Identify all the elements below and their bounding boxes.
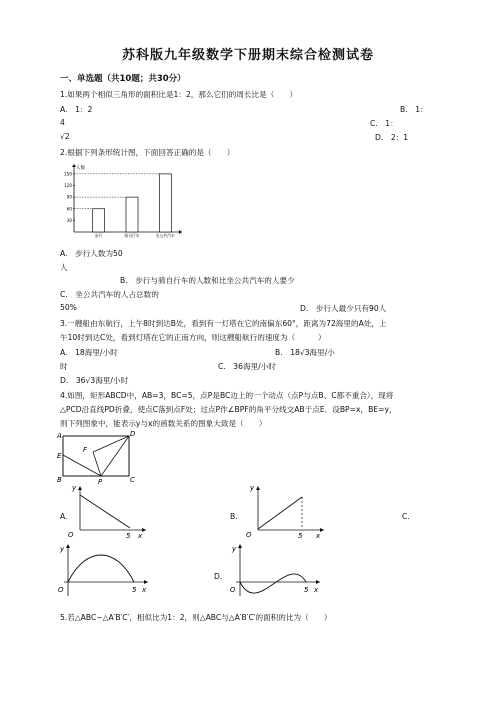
rectangle-figure [56,430,140,484]
bar-chart [58,162,186,244]
graph-d-o: O [230,586,236,594]
graph-b [244,482,328,540]
label-c: C [130,476,135,484]
label-d: D [130,430,136,438]
q4-option-d: D. [214,572,223,581]
q3-option-b-tail: 时 [60,362,68,371]
y-tick-label: 60 [66,206,72,212]
q4-stem-line2: △PCD沿直线PD折叠，使点C落到点F处；过点P作∠BPF的角平分线交AB于点E．设BP=x，BE=y， [60,405,397,414]
graph-d [228,542,324,600]
graph-b-y: y [250,484,255,492]
graph-a-o: O [68,531,74,539]
graph-b-x: x [316,532,321,540]
q4-option-c: C. [402,512,410,521]
graph-c-y: y [60,545,65,553]
q2-option-c: C. 坐公共汽车的人占总数的 [60,290,159,299]
q3-option-c: C. 36海里/小时 [218,362,276,371]
q2-option-a-tail: 人 [60,263,68,272]
bar [126,197,138,232]
y-tick-label: 90 [66,194,72,200]
x-axis-arrow [179,230,182,234]
label-b: B [57,476,62,484]
section-heading: 一、单选题（共10题；共30分） [60,74,186,84]
y-axis-label: 人数 [76,166,85,171]
document-title: 苏科版九年级数学下册期末综合检测试卷 [121,48,374,63]
graph-d-5: 5 [304,586,309,594]
graph-c-x: x [142,586,147,594]
graph-a-5: 5 [126,532,131,540]
y-tick-label: 150 [64,171,72,177]
q2-stem: 2.根据下列条形统计图，下面回答正确的是（ ） [60,148,235,157]
q2-option-b: B. 步行与骑自行车的人数和比坐公共汽车的人要少 [120,276,295,285]
q1-option-b-tail: 4 [60,118,65,127]
q3-option-b: B. 18√3海里/小 [275,348,335,357]
q1-option-d: D. 2：1 [375,133,409,142]
q2-option-c-tail: 50% [60,303,77,312]
q3-option-a: A. 18海里/小时 [60,348,118,357]
q1-option-c: C. 1： [370,119,398,128]
y-tick-label: 120 [64,183,72,188]
q1-option-b: B. 1： [400,105,428,114]
category-label: 坐公共汽车 [155,233,175,238]
q2-option-d: D. 步行人最少只有90人 [300,304,387,313]
q5-stem: 5.若△ABC∽△A′B′C′，相似比为1：2，则△ABC与△A′B′C′的面积的比为（ ） [60,613,332,622]
bar [159,174,171,232]
graph-c-5: 5 [132,586,137,594]
graph-a-y: y [72,484,77,492]
graph-a-x: x [138,532,143,540]
q3-option-d: D. 36√3海里/小时 [60,376,129,385]
label-e: E [57,452,62,460]
graph-b-5: 5 [298,532,303,540]
q4-stem: 4.如图，矩形ABCD中，AB=3，BC=5，点P是BC边上的一个动点（点P与点B、C都不重合），现将 [60,391,394,400]
q1-option-c-tail: √2 [60,132,70,141]
label-a: A [57,432,62,440]
q4-stem-line3: 则下列图象中，能表示y与x的函数关系的图象大致是（ ） [60,419,267,428]
label-f: F [83,446,88,454]
y-tick-label: 30 [66,217,72,223]
bar [93,209,105,232]
graph-d-y: y [232,545,237,553]
label-p: P [98,478,103,484]
graph-a [66,482,150,540]
category-label: 步行 [94,233,103,238]
q3-stem: 3.一艘船由东航行，上午8时到达B处，看到有一灯塔在它的南偏东60°，距离为72海里的A处，上 [60,319,387,328]
q1-option-a: A. 1：2 [60,105,93,114]
q2-option-a: A. 步行人数为50 [60,249,123,258]
graph-c [56,542,152,600]
graph-b-o: O [246,531,252,539]
q3-stem-line2: 午10时到达C处，看到灯塔在它的正南方向，则这艘船航行的速度为（ ） [60,333,326,342]
category-label: 骑自行车 [124,233,140,238]
q1-stem: 1.如果两个相似三角形的面积比是1：2，那么它们的周长比是（ ） [60,90,298,99]
q4-option-a: A. [60,512,68,521]
graph-d-x: x [314,586,319,594]
graph-c-o: O [58,586,64,594]
q4-option-b: B. [230,512,238,521]
